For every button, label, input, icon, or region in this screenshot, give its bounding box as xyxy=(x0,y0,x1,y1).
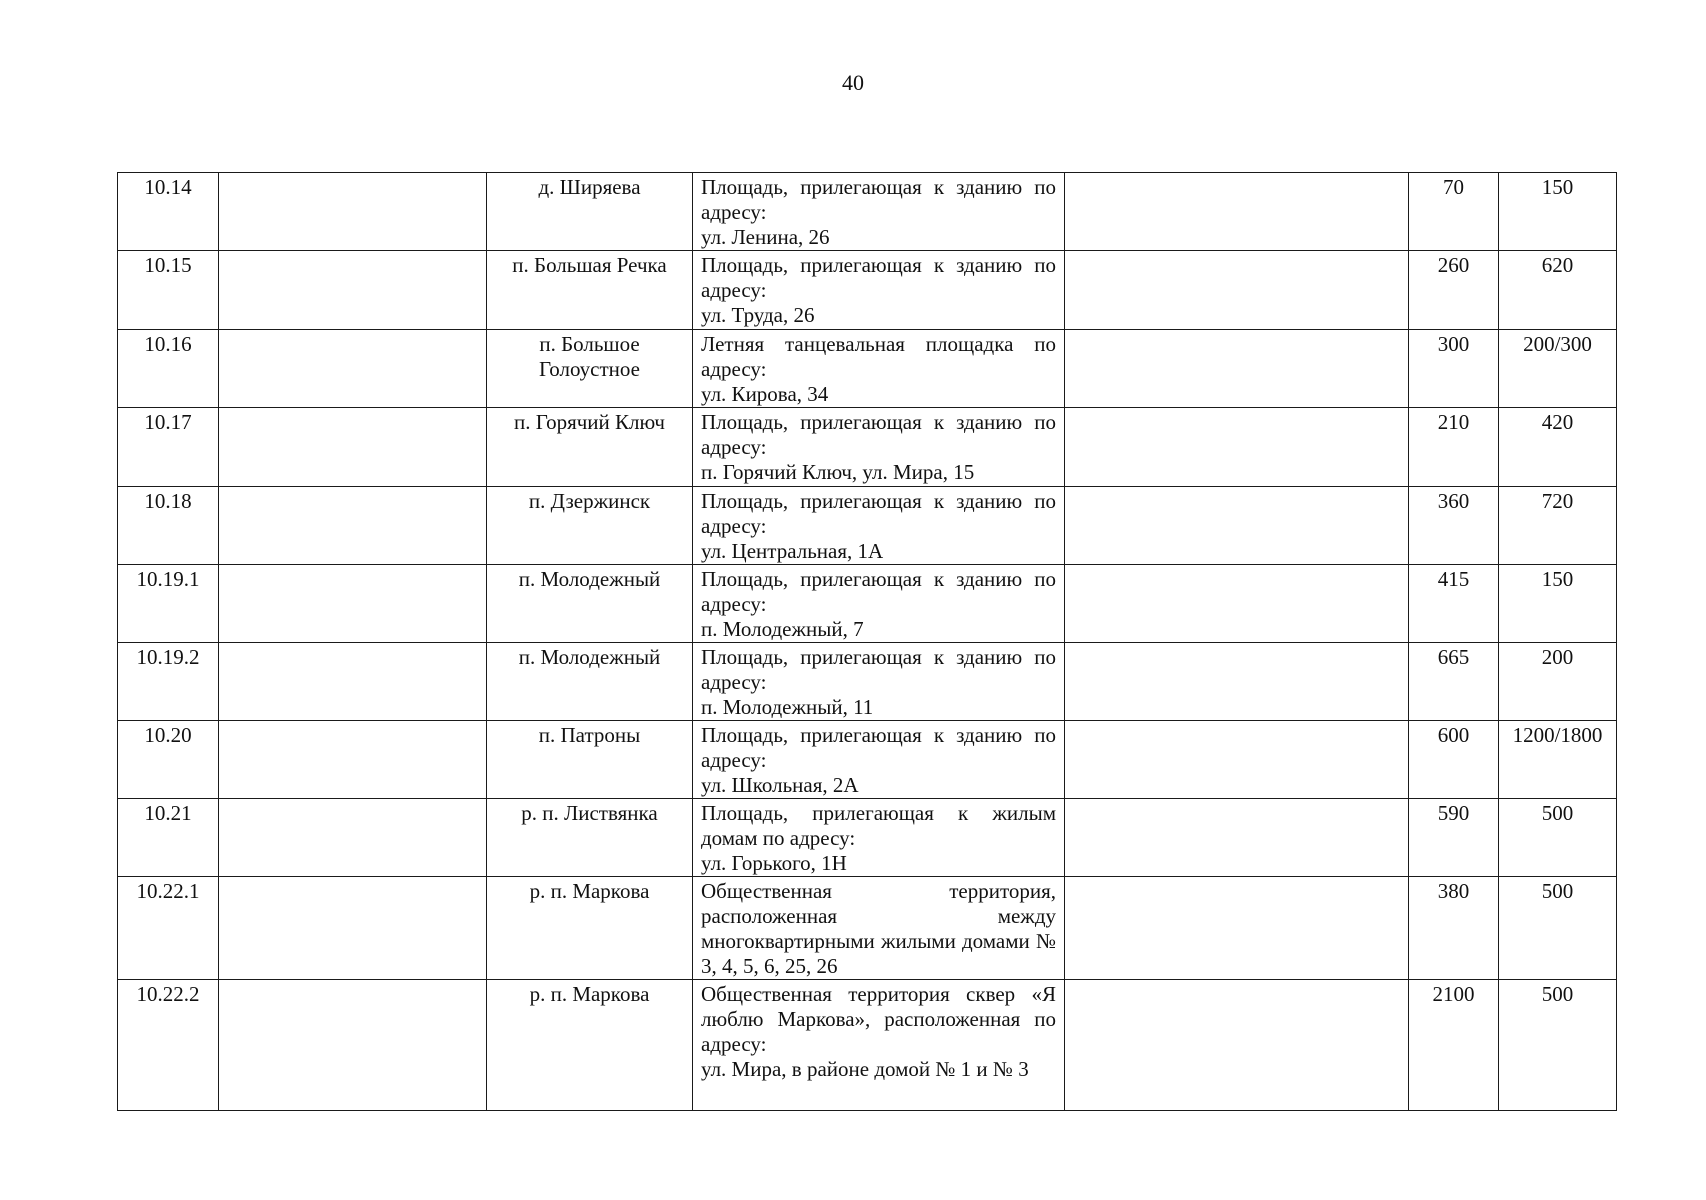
table-row xyxy=(118,251,1617,330)
row-number-cell: 10.14 xyxy=(118,173,219,251)
settlement-cell: д. Ширяева xyxy=(487,173,693,251)
area-value-cell: 2100 xyxy=(1409,980,1499,1111)
description-cell xyxy=(693,877,1065,980)
settlement-cell: р. п. Листвянка xyxy=(487,799,693,877)
empty-cell xyxy=(1065,487,1409,565)
capacity-value-cell: 420 xyxy=(1499,408,1617,487)
capacity-value-cell: 720 xyxy=(1499,487,1617,565)
empty-cell xyxy=(219,173,487,251)
row-number-cell: 10.20 xyxy=(118,721,219,799)
settlement-cell: п. Большое Голоустное xyxy=(487,330,693,408)
description-cell xyxy=(693,487,1065,565)
empty-cell xyxy=(219,721,487,799)
description-line: Площадь, прилегающая к зданию по адресу: xyxy=(701,253,1056,302)
empty-cell xyxy=(219,487,487,565)
description-line: Площадь, прилегающая к зданию по адресу: xyxy=(701,175,1056,224)
description-line: Площадь, прилегающая к зданию по адресу: xyxy=(701,489,1056,538)
settlement-cell: р. п. Маркова xyxy=(487,877,693,980)
row-number-cell: 10.22.1 xyxy=(118,877,219,980)
settlement-cell: р. п. Маркова xyxy=(487,980,693,1111)
capacity-value-cell: 500 xyxy=(1499,877,1617,980)
area-value-cell: 380 xyxy=(1409,877,1499,980)
area-value-cell: 665 xyxy=(1409,643,1499,721)
settlement-cell: п. Молодежный xyxy=(487,643,693,721)
settlement-cell: п. Дзержинск xyxy=(487,487,693,565)
description-cell xyxy=(693,721,1065,799)
table-row xyxy=(118,565,1617,643)
empty-cell xyxy=(1065,173,1409,251)
description-line: п. Молодежный, 7 xyxy=(701,617,864,641)
table-row xyxy=(118,721,1617,799)
empty-cell xyxy=(219,330,487,408)
capacity-value-cell: 200 xyxy=(1499,643,1617,721)
row-number-cell: 10.17 xyxy=(118,408,219,487)
description-line: п. Горячий Ключ, ул. Мира, 15 xyxy=(701,460,975,484)
description-line: Площадь, прилегающая к зданию по адресу: xyxy=(701,567,1056,616)
description-cell xyxy=(693,173,1065,251)
table-row xyxy=(118,330,1617,408)
settlement-cell: п. Патроны xyxy=(487,721,693,799)
table-row xyxy=(118,877,1617,980)
description-line: ул. Труда, 26 xyxy=(701,303,815,327)
area-value-cell: 415 xyxy=(1409,565,1499,643)
description-line: ул. Горького, 1Н xyxy=(701,851,847,875)
capacity-value-cell: 150 xyxy=(1499,565,1617,643)
capacity-value-cell: 500 xyxy=(1499,980,1617,1111)
table-row xyxy=(118,980,1617,1111)
row-number-cell: 10.21 xyxy=(118,799,219,877)
description-cell xyxy=(693,408,1065,487)
table-row xyxy=(118,643,1617,721)
capacity-value-cell: 620 xyxy=(1499,251,1617,330)
area-value-cell: 590 xyxy=(1409,799,1499,877)
area-value-cell: 300 xyxy=(1409,330,1499,408)
empty-cell xyxy=(219,643,487,721)
page-number: 40 xyxy=(842,70,864,95)
row-number-cell: 10.18 xyxy=(118,487,219,565)
capacity-value-cell: 500 xyxy=(1499,799,1617,877)
description-line: Летняя танцевальная площадка по адресу: xyxy=(701,332,1056,381)
settlement-cell: п. Большая Речка xyxy=(487,251,693,330)
description-line: Общественная территория сквер «Я люблю Маркова», расположенная по адресу: xyxy=(701,982,1056,1056)
description-line: Площадь, прилегающая к зданию по адресу: xyxy=(701,723,1056,772)
area-value-cell: 360 xyxy=(1409,487,1499,565)
empty-cell xyxy=(219,799,487,877)
description-cell xyxy=(693,251,1065,330)
empty-cell xyxy=(1065,721,1409,799)
table-row xyxy=(118,408,1617,487)
description-line: ул. Школьная, 2А xyxy=(701,773,859,797)
description-cell xyxy=(693,799,1065,877)
row-number-cell: 10.22.2 xyxy=(118,980,219,1111)
empty-cell xyxy=(219,408,487,487)
area-value-cell: 210 xyxy=(1409,408,1499,487)
area-value-cell: 600 xyxy=(1409,721,1499,799)
description-line: Общественная территория, расположенная между многоквартирными жилыми домами № 3, 4, 5, 6, 25, 26 xyxy=(701,879,1056,978)
table-row xyxy=(118,487,1617,565)
description-line: Площадь, прилегающая к зданию по адресу: xyxy=(701,410,1056,459)
settlement-cell: п. Горячий Ключ xyxy=(487,408,693,487)
description-line: ул. Мира, в районе домой № 1 и № 3 xyxy=(701,1057,1029,1081)
area-value-cell: 260 xyxy=(1409,251,1499,330)
description-cell xyxy=(693,565,1065,643)
empty-cell xyxy=(1065,565,1409,643)
description-line: Площадь, прилегающая к жилым домам по адресу: xyxy=(701,801,1056,850)
row-number-cell: 10.19.2 xyxy=(118,643,219,721)
registry-table xyxy=(117,172,1617,1111)
description-line: ул. Ленина, 26 xyxy=(701,225,830,249)
description-line: ул. Кирова, 34 xyxy=(701,382,829,406)
empty-cell xyxy=(1065,330,1409,408)
row-number-cell: 10.15 xyxy=(118,251,219,330)
capacity-value-cell: 200/300 xyxy=(1499,330,1617,408)
description-cell xyxy=(693,643,1065,721)
row-number-cell: 10.19.1 xyxy=(118,565,219,643)
empty-cell xyxy=(219,251,487,330)
empty-cell xyxy=(1065,877,1409,980)
table-body xyxy=(118,173,1617,1111)
settlement-cell: п. Молодежный xyxy=(487,565,693,643)
capacity-value-cell: 150 xyxy=(1499,173,1617,251)
description-cell xyxy=(693,980,1065,1111)
empty-cell xyxy=(1065,251,1409,330)
table-row xyxy=(118,173,1617,251)
empty-cell xyxy=(219,980,487,1111)
capacity-value-cell: 1200/1800 xyxy=(1499,721,1617,799)
empty-cell xyxy=(219,877,487,980)
empty-cell xyxy=(1065,408,1409,487)
empty-cell xyxy=(1065,980,1409,1111)
description-line: Площадь, прилегающая к зданию по адресу: xyxy=(701,645,1056,694)
row-number-cell: 10.16 xyxy=(118,330,219,408)
empty-cell xyxy=(219,565,487,643)
description-cell xyxy=(693,330,1065,408)
area-value-cell: 70 xyxy=(1409,173,1499,251)
empty-cell xyxy=(1065,643,1409,721)
empty-cell xyxy=(1065,799,1409,877)
description-line: ул. Центральная, 1А xyxy=(701,539,884,563)
description-line: п. Молодежный, 11 xyxy=(701,695,874,719)
table-row xyxy=(118,799,1617,877)
